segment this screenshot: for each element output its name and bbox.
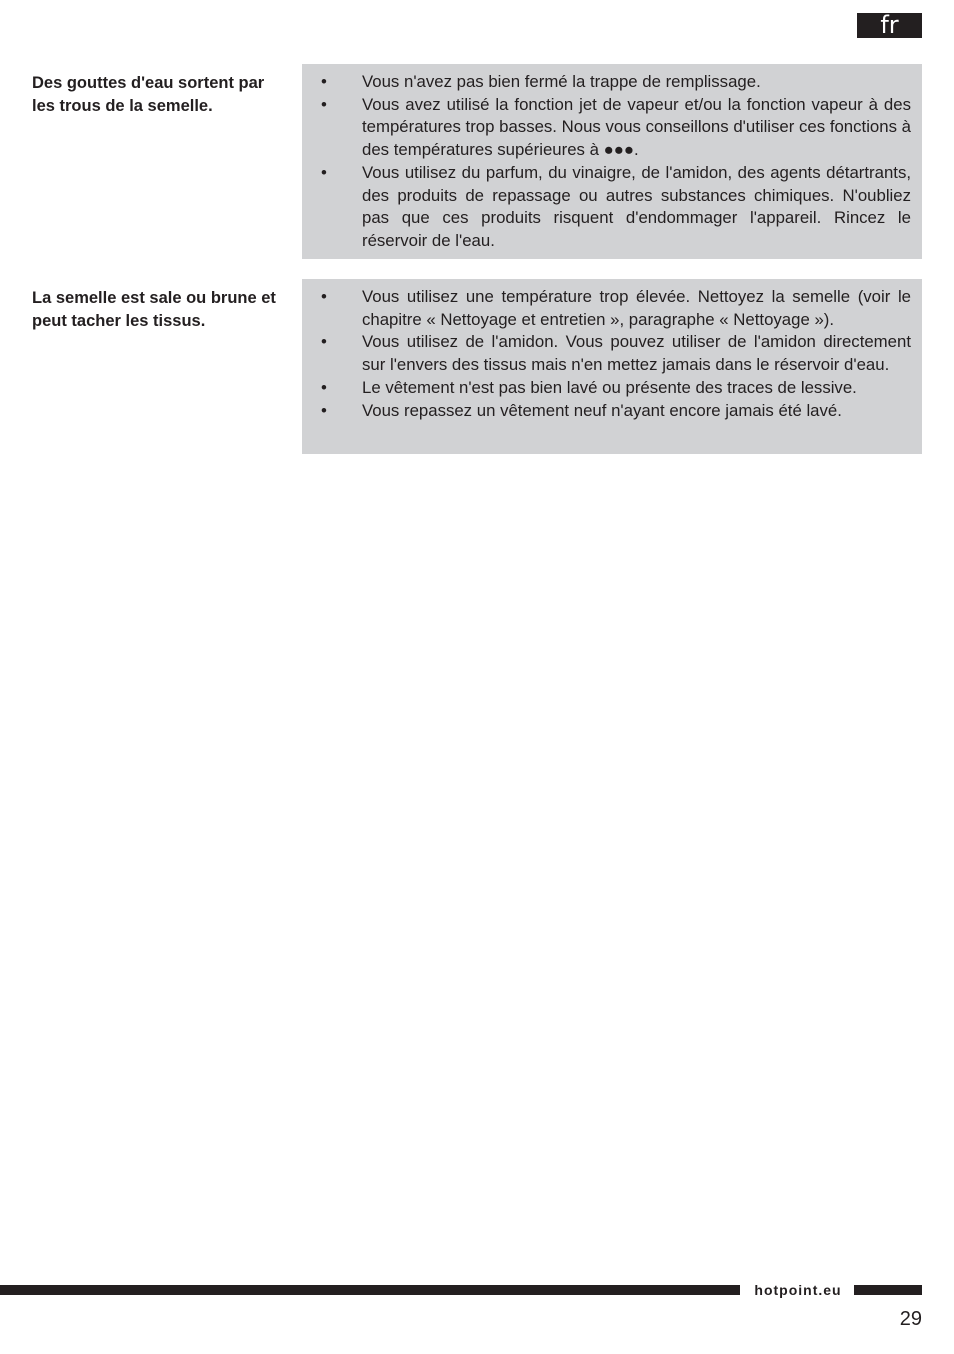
list-item bbox=[302, 400, 911, 423]
bullet-icon: • bbox=[321, 400, 327, 420]
bullet-icon: • bbox=[321, 287, 327, 306]
problem-title: Des gouttes d'eau sortent par les trous de la semelle. bbox=[32, 74, 265, 115]
page-number: 29 bbox=[899, 1308, 922, 1330]
bullet-icon: • bbox=[321, 162, 327, 182]
list-item bbox=[302, 377, 911, 400]
solution-text: Vous utilisez une température trop élevée. Nettoyez la semelle (voir le chapitre « Nettoyage et entretien », paragraphe « Nettoyage »). bbox=[362, 287, 911, 329]
brand-url: hotpoint.eu bbox=[754, 1282, 842, 1298]
problem-title: La semelle est sale ou brune et peut tacher les tissus. bbox=[32, 289, 276, 330]
solution-box bbox=[302, 64, 922, 259]
list-item bbox=[302, 71, 911, 94]
solution-text: Vous n'avez pas bien fermé la trappe de remplissage. bbox=[362, 72, 761, 91]
solution-text: Le vêtement n'est pas bien lavé ou présente des traces de lessive. bbox=[362, 377, 857, 397]
solution-list bbox=[302, 71, 911, 253]
bullet-icon: • bbox=[321, 94, 327, 114]
solution-list bbox=[302, 286, 911, 422]
solution-box bbox=[302, 279, 922, 454]
solution-text: Vous avez utilisé la fonction jet de vapeur et/ou la fonction vapeur à des températures trop basses. Nous vous conseillons d'utiliser ces fonctions à des températures supérieures à ●●●. bbox=[362, 94, 911, 160]
bullet-icon: • bbox=[321, 332, 327, 352]
list-item bbox=[302, 331, 911, 376]
bullet-icon: • bbox=[321, 377, 327, 397]
list-item bbox=[302, 162, 911, 253]
footer-rule-left bbox=[0, 1285, 740, 1295]
language-tab: fr bbox=[857, 13, 922, 38]
solution-text: Vous utilisez de l'amidon. Vous pouvez utiliser de l'amidon directement sur l'envers des tissus mais n'en mettez jamais dans le réservoir d'eau. bbox=[362, 332, 911, 375]
bullet-icon: • bbox=[321, 72, 327, 91]
footer-rule-right bbox=[854, 1285, 922, 1295]
solution-text: Vous repassez un vêtement neuf n'ayant encore jamais été lavé. bbox=[362, 400, 842, 420]
list-item bbox=[302, 94, 911, 162]
list-item bbox=[302, 286, 911, 331]
solution-text: Vous utilisez du parfum, du vinaigre, de l'amidon, des agents détartrants, des produits de repassage ou autres substances chimiques. N'oubliez pas que ces produits risquent d'endommager l'appareil. Rincez le réservoir de l'eau. bbox=[362, 162, 911, 250]
